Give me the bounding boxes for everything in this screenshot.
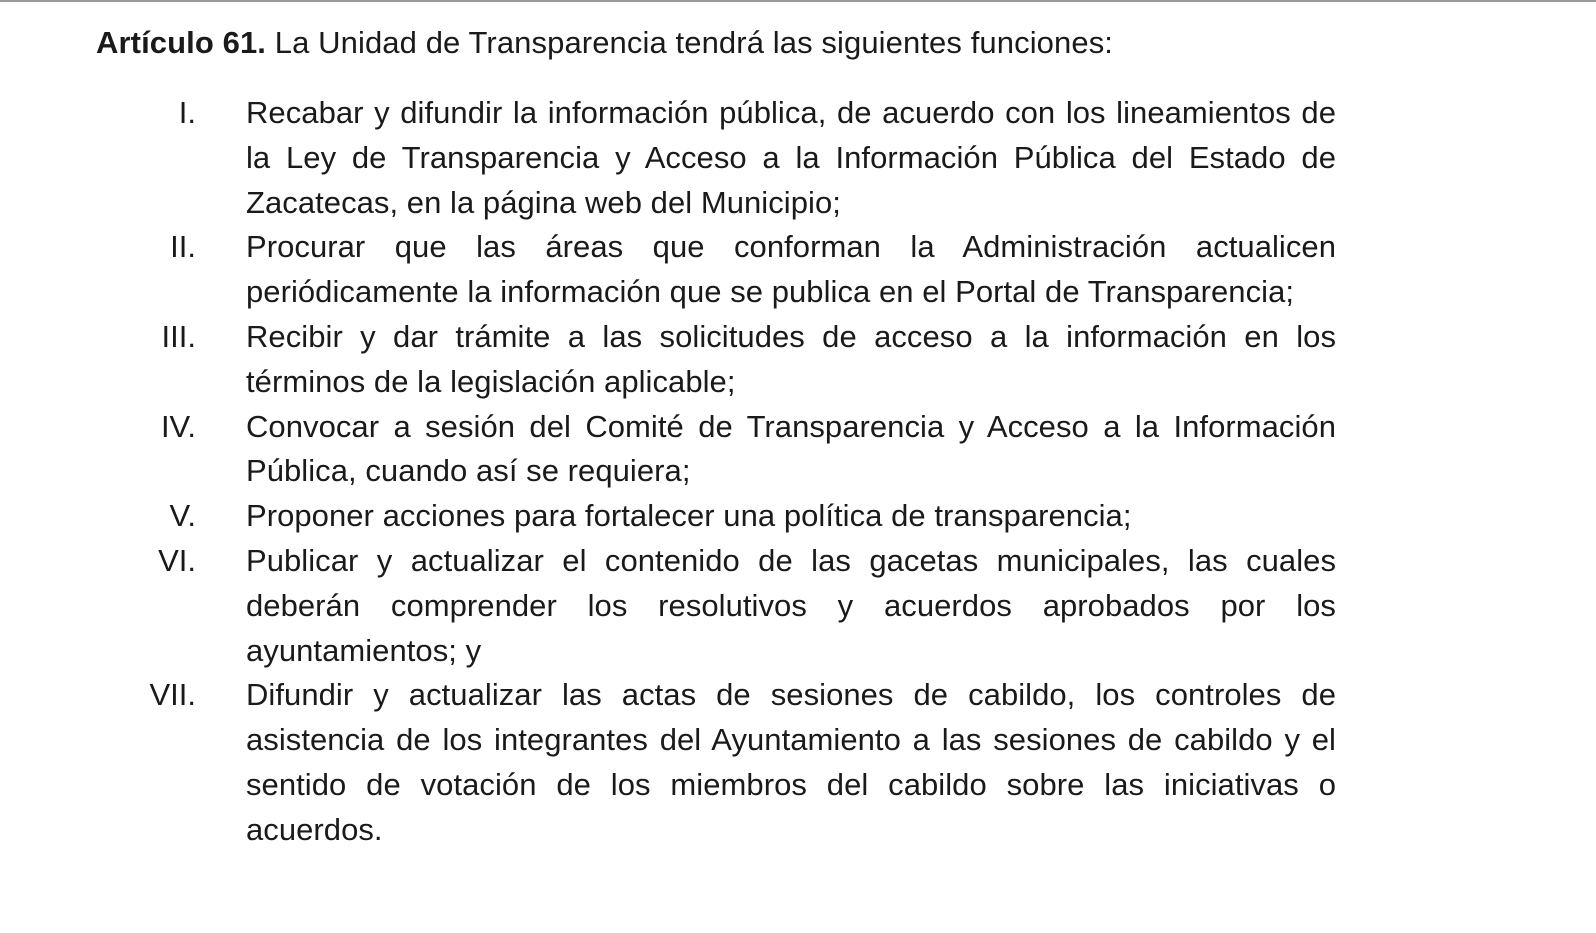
list-item [0,405,1596,495]
list-item [0,494,1596,539]
item-text: Convocar a sesión del Comité de Transparencia y Acceso a la Información Pública, cuando así se requiera; [246,408,1336,489]
item-text: Recabar y difundir la información pública, de acuerdo con los lineamientos de la Ley de Transparencia y Acceso a la Información Pública del Estado de Zacatecas, en la página web del Municipio; [246,95,1336,220]
list-item [0,91,1596,225]
list-item [0,673,1596,852]
list-item [0,539,1596,673]
item-numeral: V. [169,498,196,534]
article-title: La Unidad de Transparencia tendrá las siguientes funciones: [266,25,1114,60]
item-numeral: VII. [149,677,196,713]
item-text: Recibir y dar trámite a las solicitudes de acceso a la información en los términos de la legislación aplicable; [246,318,1336,399]
item-numeral: II. [170,229,196,265]
item-numeral: I. [178,95,196,130]
item-text: Publicar y actualizar el contenido de las gacetas municipales, las cuales deberán comprender los resolutivos y acuerdos aprobados por los ayuntamientos; y [246,542,1336,668]
list-item [0,315,1596,405]
item-text: Procurar que las áreas que conforman la Administración actualicen periódicamente la información que se publica en el Portal de Transparencia; [246,229,1336,310]
item-numeral: III. [161,318,196,354]
item-numeral: VI. [158,542,196,578]
item-numeral: IV. [160,408,196,444]
list-item [0,225,1596,315]
article-number: Artículo 61. [96,25,267,60]
item-text: Proponer acciones para fortalecer una política de transparencia; [246,498,1132,534]
item-text: Difundir y actualizar las actas de sesiones de cabildo, los controles de asistencia de los integrantes del Ayuntamiento a las sesiones de cabildo y el sentido de votación de los miembros del cabildo sobre las iniciativas o acuerdos. [246,677,1336,847]
functions-list [0,91,1596,853]
article-heading [96,20,1113,65]
